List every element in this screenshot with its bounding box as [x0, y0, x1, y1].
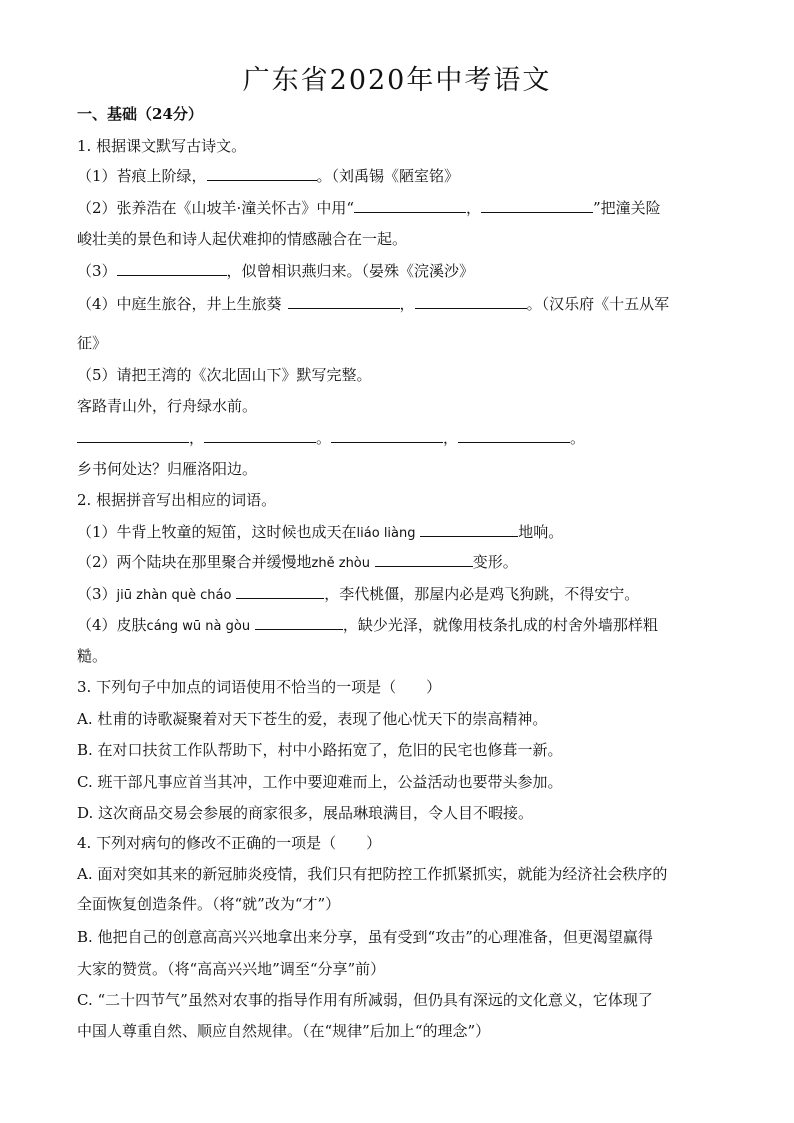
- poem-line-4: 乡书何处达？归雁洛阳边。: [77, 460, 258, 478]
- q1-item-3-suffix: ，似曾相识燕归来。（晏殊《浣溪沙》: [226, 262, 475, 280]
- answer-blank[interactable]: [420, 522, 518, 537]
- q1-item-4-sep: ，: [399, 295, 415, 313]
- q2-item-2-prefix: （2）两个陆块在那里聚合并缓慢地: [77, 553, 312, 571]
- q2-item-4: [77, 615, 717, 637]
- q1-item-1-prefix: （1）苔痕上阶绿，: [77, 167, 207, 185]
- answer-blank[interactable]: [331, 428, 443, 443]
- section-heading: 一、基础（24分）: [77, 105, 203, 123]
- answer-blank[interactable]: [458, 428, 570, 443]
- q2-item-2: [77, 552, 717, 574]
- q2-item-4-prefix: （4）皮肤: [77, 616, 147, 634]
- q1-item-2: [77, 198, 717, 218]
- q1-item-4: [77, 294, 717, 314]
- answer-blank[interactable]: [236, 584, 324, 599]
- answer-blank[interactable]: [354, 198, 466, 213]
- q2-item-4-suffix: ，缺少光泽，就像用枝条扎成的村舍外墙那样粗: [342, 616, 658, 634]
- q4-option-c[interactable]: C. “二十四节气”虽然对农事的指导作用有所减弱，但仍具有深远的文化意义，它体现了: [77, 991, 653, 1009]
- q4-option-c-continued: 中国人尊重自然、顺应自然规律。（在“规律”后加上“的理念”）: [77, 1022, 491, 1040]
- q2-item-3-prefix: （3）: [77, 585, 117, 603]
- q1-item-2-prefix: （2）张养浩在《山坡羊·潼关怀古》中用“: [77, 199, 354, 217]
- question-3-stem: 3. 下列句子中加点的词语使用不恰当的一项是（ ）: [77, 678, 442, 696]
- answer-blank[interactable]: [204, 428, 316, 443]
- q4-option-b-continued: 大家的赞赏。（将“高高兴兴地”调至“分享”前）: [77, 960, 386, 978]
- question-4-stem: 4. 下列对病句的修改不正确的一项是（ ）: [77, 834, 382, 852]
- question-2-stem: 2. 根据拼音写出相应的词语。: [77, 491, 277, 509]
- q1-item-1-suffix: 。（刘禹锡《陋室铭》: [316, 167, 460, 185]
- answer-blank[interactable]: [207, 166, 317, 181]
- q1-item-3-prefix: （3）: [77, 262, 117, 280]
- q2-item-4-continued: 糙。: [77, 647, 108, 665]
- answer-blank[interactable]: [77, 428, 189, 443]
- answer-blank[interactable]: [117, 261, 227, 276]
- pinyin: liáo liàng: [356, 526, 416, 541]
- q2-item-1-prefix: （1）牛背上牧童的短笛，这时候也成天在: [77, 523, 357, 541]
- q4-option-a-continued: 全面恢复创造条件。（将“就”改为“才”）: [77, 895, 341, 913]
- q2-item-1: [77, 522, 717, 544]
- pinyin: jiū zhàn què cháo: [116, 588, 232, 603]
- q1-item-2-continued: 峻壮美的景色和诗人起伏难抑的情感融合在一起。: [77, 230, 408, 248]
- poem-sep: ，: [443, 429, 459, 447]
- q2-item-3: [77, 584, 717, 606]
- q1-item-4-prefix: （4）中庭生旅谷，井上生旅葵: [77, 295, 282, 313]
- q2-item-2-suffix: 变形。: [472, 553, 518, 571]
- pinyin: cáng wū nà gòu: [146, 619, 251, 634]
- answer-blank[interactable]: [415, 294, 527, 309]
- pinyin: zhě zhòu: [311, 556, 370, 571]
- q1-item-1: [77, 166, 717, 186]
- answer-blank[interactable]: [255, 615, 343, 630]
- answer-blank[interactable]: [375, 552, 473, 567]
- q1-item-2-suffix: ”把潼关险: [593, 199, 661, 217]
- answer-blank[interactable]: [481, 198, 593, 213]
- question-1-stem: 1. 根据课文默写古诗文。: [77, 137, 247, 155]
- q3-option-a[interactable]: A. 杜甫的诗歌凝聚着对天下苍生的爱，表现了他心忧天下的崇高精神。: [77, 710, 548, 728]
- q2-item-1-suffix: 地响。: [518, 523, 564, 541]
- poem-sep: 。: [570, 429, 586, 447]
- q3-option-c[interactable]: C. 班干部凡事应首当其冲，工作中要迎难而上，公益活动也要带头参加。: [77, 773, 563, 791]
- page-title: 广东省2020年中考语文: [242, 65, 552, 96]
- q1-item-4-suffix: 。（汉乐府《十五从军: [526, 295, 670, 313]
- poem-sep: 。: [316, 429, 332, 447]
- q2-item-3-suffix: ，李代桃僵，那屋内必是鸡飞狗跳，不得安宁。: [324, 585, 640, 603]
- q4-option-a[interactable]: A. 面对突如其来的新冠肺炎疫情，我们只有把防控工作抓紧抓实，就能为经济社会秩序的: [77, 865, 668, 883]
- answer-blank[interactable]: [288, 294, 400, 309]
- q3-option-b[interactable]: B. 在对口扶贫工作队帮助下，村中小路拓宽了，危旧的民宅也修葺一新。: [77, 741, 563, 759]
- q3-option-d[interactable]: D. 这次商品交易会参展的商家很多，展品琳琅满目，令人目不暇接。: [77, 804, 534, 822]
- poem-blank-line: [77, 428, 717, 448]
- poem-sep: ，: [189, 429, 205, 447]
- q1-item-3: [77, 261, 717, 281]
- q4-option-b[interactable]: B. 他把自己的创意高高兴兴地拿出来分享，虽有受到“攻击”的心理准备，但更渴望赢得: [77, 928, 653, 946]
- q1-item-5-stem: （5）请把王湾的《次北固山下》默写完整。: [77, 366, 372, 384]
- q1-item-2-sep: ，: [465, 199, 481, 217]
- poem-line-1: 客路青山外，行舟绿水前。: [77, 397, 258, 415]
- q1-item-4-continued: 征》: [77, 334, 108, 352]
